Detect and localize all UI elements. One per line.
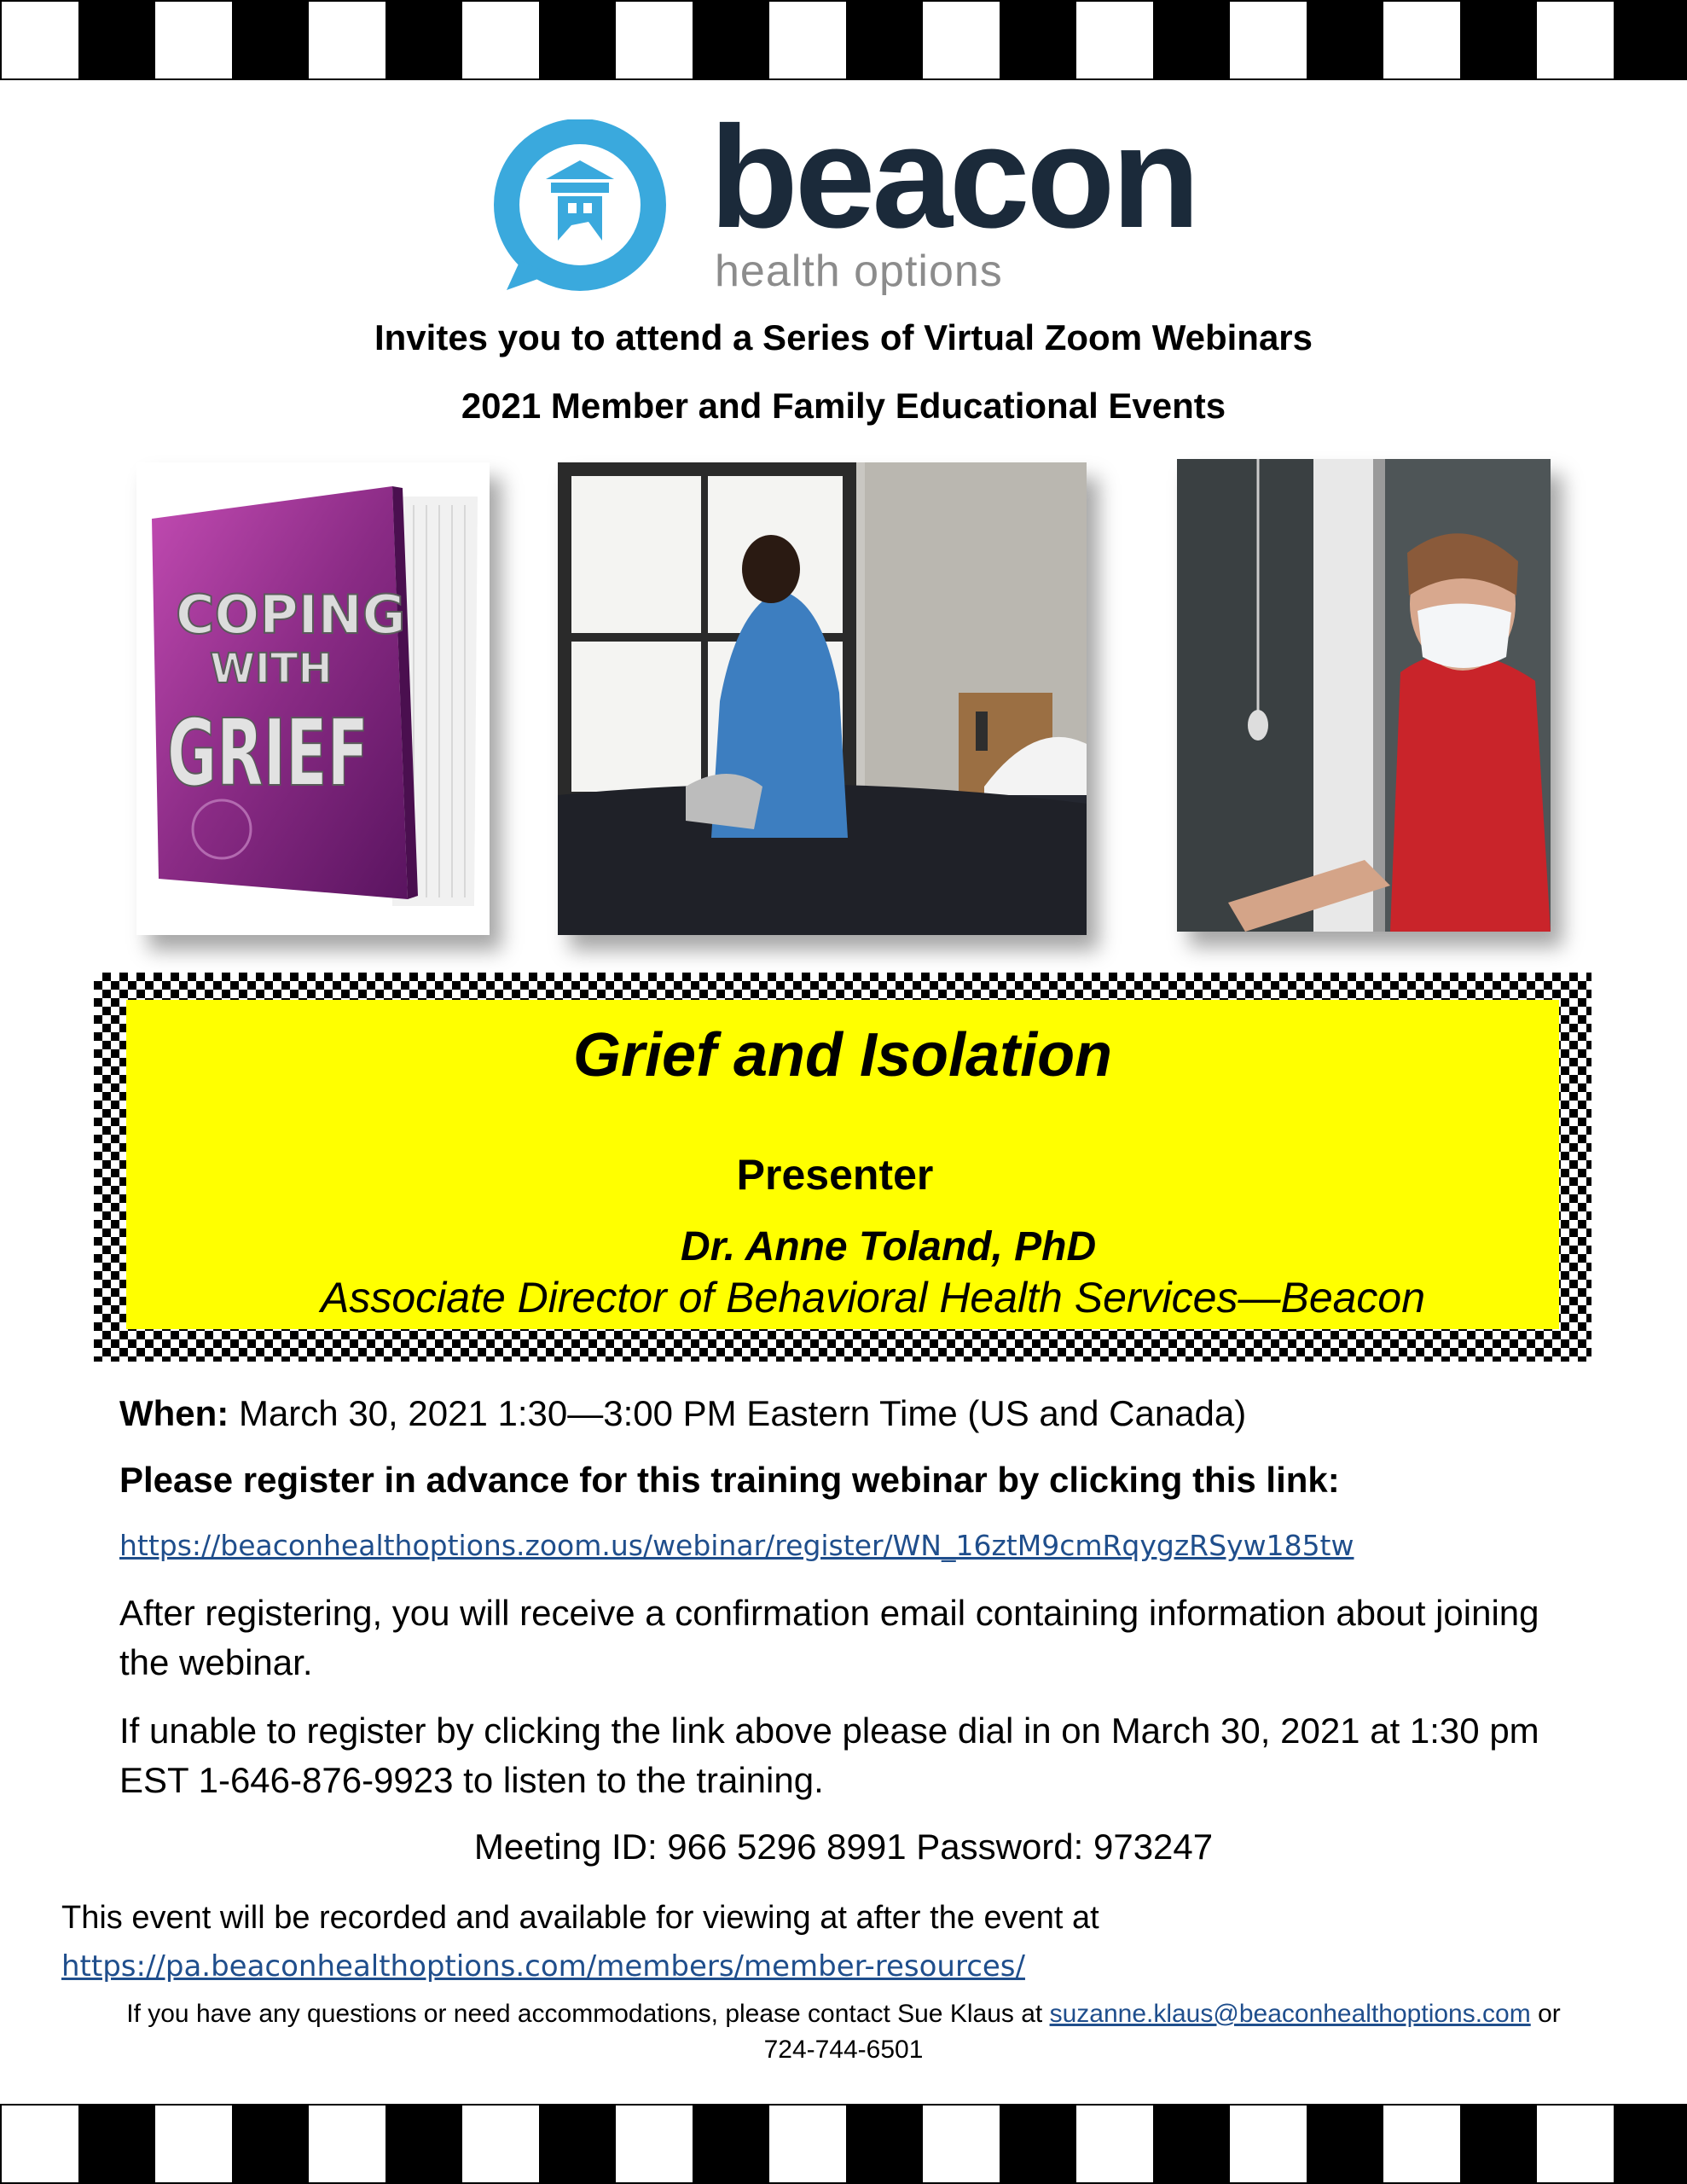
presenter-role: Associate Director of Behavioral Health Services—Beacon [321, 1274, 1426, 1321]
logo-wordmark: beacon [710, 96, 1197, 258]
event-when [119, 1389, 1246, 1438]
events-subheading: 2021 Member and Family Educational Events [461, 386, 1226, 426]
when-text: March 30, 2021 1:30—3:00 PM Eastern Time (US and Canada) [229, 1393, 1247, 1433]
logo-tagline: health options [715, 247, 1003, 296]
woman-in-mask-at-window-image [1177, 459, 1551, 932]
contact-phone: 724-744-6501 [763, 2036, 924, 2064]
coping-with-grief-book-image [136, 462, 490, 935]
recording-notice [61, 1894, 1648, 1990]
bottom-checker-border [0, 2104, 1687, 2184]
book-title-line1: COPING [176, 584, 406, 646]
meeting-info: Meeting ID: 966 5296 8991 Password: 973247 [473, 1827, 1214, 1867]
when-label: When: [119, 1393, 229, 1433]
event-title: Grief and Isolation [572, 1021, 1113, 1089]
man-sitting-on-bed-image [558, 462, 1087, 935]
presenter-label-text: Presenter [736, 1151, 934, 1199]
register-prompt: Please register in advance for this training webinar by clicking this link: [119, 1460, 1340, 1500]
presenter-label [126, 1150, 1559, 1199]
member-resources-link[interactable]: https://pa.beaconhealthoptions.com/members/member-resources/ [61, 1949, 1025, 1984]
questions-or: or [1530, 2000, 1561, 2028]
top-checker-border [0, 0, 1687, 80]
contact-email-link[interactable]: suzanne.klaus@beaconhealthoptions.com [1049, 2000, 1531, 2028]
questions-text: If you have any questions or need accommodations, please contact Sue Klaus at [126, 2000, 1050, 2028]
beacon-logo-icon [486, 119, 682, 299]
book-title-line3: GRIEF [167, 700, 368, 807]
dial-in-text: If unable to register by clicking the link above please dial in on March 30, 2021 at 1:30 pm EST 1-646-876-9923 to listen to the training. [119, 1711, 1539, 1800]
after-registering-text: After registering, you will receive a confirmation email containing information about joining the webinar. [119, 1593, 1539, 1682]
contact-info [0, 1996, 1687, 2068]
register-link-row [119, 1529, 1354, 1562]
recording-text: This event will be recorded and available for viewing at after the event at [61, 1900, 1099, 1936]
invite-heading: Invites you to attend a Series of Virtual Zoom Webinars [374, 317, 1313, 357]
event-banner [126, 1000, 1559, 1329]
presenter-name: Dr. Anne Toland, PhD [681, 1224, 1097, 1269]
book-title-line2: WITH [210, 645, 333, 693]
register-link[interactable]: https://beaconhealthoptions.zoom.us/webinar/register/WN_16ztM9cmRqygzRSyw185tw [119, 1529, 1354, 1562]
beacon-logo [486, 96, 1197, 299]
